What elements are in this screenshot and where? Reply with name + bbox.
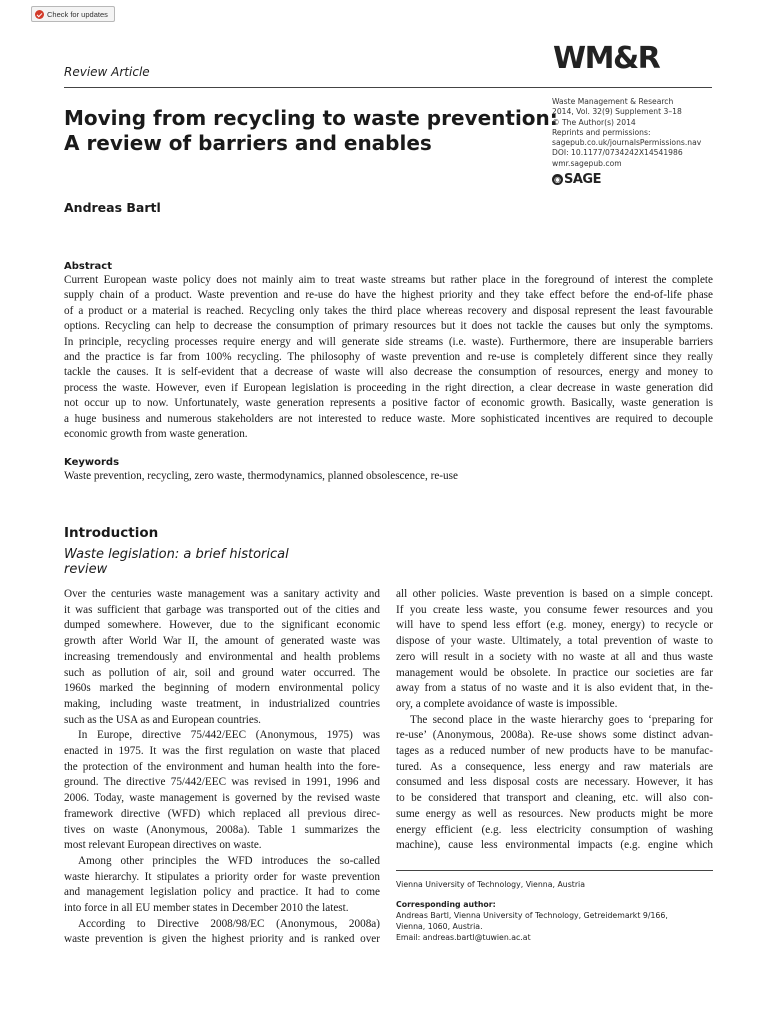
abstract-line: In principle, recycling processes require energy and will generate side streams (i.e. waste). Furthermore, there are insuperable barriers (64, 335, 713, 348)
body-line: and management legislation policy and practice. It had to come (64, 886, 380, 899)
abstract-line: a huge business and numerous stakeholders are not interested to reduce waste. More sophisticated incentives are required to decouple (64, 412, 713, 425)
abstract-line: not occur up to now. Unfortunately, waste generation represents a positive factor of economic growth. Basically, waste generation is (64, 397, 713, 410)
sage-mark-icon: ◉ (552, 174, 563, 185)
body-line: such as the USA as and European countries. (64, 713, 261, 726)
body-line: away from a status of no waste and it is also evident that, in the- (396, 682, 713, 695)
check-for-updates-label: Check for updates (47, 9, 108, 19)
meta-journal-name: Waste Management & Research (552, 97, 674, 106)
subsection-heading-line: review (64, 562, 108, 577)
body-line: ory, a complete avoidance of waste is impossible. (396, 697, 618, 710)
body-line: 1960s marked the beginning of modern environmental policy (64, 682, 380, 695)
abstract-line: economic growth from waste generation. (64, 428, 248, 441)
body-line: such as pollution of air, soil and ground water occurred. The (64, 666, 380, 679)
meta-website-link[interactable]: wmr.sagepub.com (552, 158, 622, 168)
check-for-updates-button[interactable] (31, 6, 115, 22)
title-line: A review of barriers and enables (64, 131, 432, 155)
body-line: dumped somewhere. However, due to the significant economic (64, 619, 380, 632)
author-affiliation: Vienna University of Technology, Vienna, Austria (396, 880, 585, 889)
abstract-body (64, 273, 713, 442)
body-line: tives on waste (Anonymous, 2008a). Table 1 summarizes the (64, 823, 380, 836)
subsection-heading (64, 547, 289, 577)
footnote (396, 879, 716, 943)
body-line: consumed and less disposal costs are necessary. However, it has (396, 776, 713, 789)
corresponding-author-email[interactable]: Email: andreas.bartl@tuwien.ac.at (396, 933, 531, 942)
body-line: If you create less waste, you consume fewer resources and you (396, 603, 713, 616)
article-title (64, 106, 558, 156)
abstract-heading: Abstract (64, 261, 113, 272)
journal-meta (552, 97, 722, 169)
body-line: all other policies. Waste prevention is based on a simple concept. (396, 588, 713, 600)
body-line: 2006. Today, waste management is governed by the revised waste (64, 792, 380, 805)
body-line: to be considered that transport and cleaning, etc. will also con- (396, 792, 713, 805)
abstract-line: process the waste. However, even if European legislation is proceeding in the right direction, a clear decrease in waste generation did (64, 381, 713, 394)
body-line: framework directive (WFD) which replaced all previous direc- (64, 807, 380, 820)
meta-copyright: © The Author(s) 2014 (552, 117, 636, 127)
abstract-line: of a product or a material is reached. Recycling only takes the third place whereas recovery and disposal represent the least favourable (64, 304, 713, 317)
abstract-line: options. Recycling can help to decrease the consumption of primary resources but it does not tackle the causes but only the symptoms. (64, 320, 713, 333)
body-line: into force in all EU member states in December 2010 the latest. (64, 902, 349, 915)
body-line: will have to spend less effort (e.g. money, energy) to recycle or (396, 619, 713, 632)
check-updates-icon (35, 10, 44, 19)
corresponding-author-line: Vienna, 1060, Austria. (396, 922, 483, 931)
body-line: tages as a reduced number of new products have to be manufac- (396, 745, 713, 758)
header-divider (64, 87, 712, 88)
journal-logo: WM&R (553, 41, 660, 76)
body-line: sume energy as well as resources. New products might be more (396, 807, 713, 820)
body-column-left (64, 587, 380, 948)
keywords-list: Waste prevention, recycling, zero waste, thermodynamics, planned obsolescence, re-use (64, 470, 458, 482)
article-type: Review Article (64, 65, 150, 79)
author-name: Andreas Bartl (64, 200, 161, 215)
body-line: According to Directive 2008/98/EC (Anonymous, 2008a) (78, 917, 380, 930)
body-line: increasing tremendously and environmental and health problems (64, 650, 380, 663)
body-line: In Europe, directive 75/442/EEC (Anonymous, 1975) was (78, 729, 380, 742)
abstract-line: tackle the causes. It is self-evident that a decrease of waste will also decrease the consumption of resources, energy and money to (64, 366, 713, 379)
publisher-name: SAGE (564, 172, 601, 187)
abstract-line: Current European waste policy does not mainly aim to treat waste streams but rather place in the foreground of interest the complete (64, 274, 713, 286)
body-line: waste hierarchy. It stipulates a priority order for waste prevention (64, 870, 380, 883)
meta-volume: 2014, Vol. 32(9) Supplement 3–18 (552, 107, 682, 117)
body-line: zero will result in a society with no waste at all and thus waste (396, 650, 713, 663)
body-line: it was sufficient that garbage was transported out of the cities and (64, 603, 380, 616)
body-line: most relevant European directives on waste. (64, 839, 262, 852)
abstract-line: and the practice is far from 100% recycling. The philosophy of waste prevention and re-use is completely different since they really (64, 351, 713, 364)
keywords-heading: Keywords (64, 457, 120, 468)
body-line: re-use’ (Anonymous, 2008a). Re-use shows some distinct advan- (396, 729, 713, 742)
abstract-line: supply chain of a product. Waste prevention and re-use do have the highest priority and they take effect before the end-of-life phase (64, 289, 713, 302)
introduction-heading: Introduction (64, 525, 159, 541)
meta-doi[interactable]: DOI: 10.1177/0734242X14541986 (552, 148, 683, 158)
body-line: Over the centuries waste management was a sanitary activity and (64, 588, 380, 600)
meta-permissions-link[interactable]: sagepub.co.uk/journalsPermissions.nav (552, 138, 702, 148)
body-line: dispose of your waste. Ultimately, a total prevention of waste to (396, 635, 713, 648)
body-line: ground. The directive 75/442/EEC was revised in 1991, 1996 and (64, 776, 380, 789)
corresponding-author-line: Andreas Bartl, Vienna University of Technology, Getreidemarkt 9/166, (396, 911, 668, 920)
body-line: waste prevention is given the highest priority and is ranked over (64, 933, 380, 946)
body-line: machine), cause less environmental impacts (e.g. engine which (396, 839, 713, 852)
subsection-heading-line: Waste legislation: a brief historical (64, 547, 289, 562)
meta-reprints: Reprints and permissions: (552, 127, 651, 137)
corresponding-author-label: Corresponding author: (396, 900, 496, 909)
body-line: The second place in the waste hierarchy goes to ‘preparing for (410, 713, 713, 726)
body-line: growth after World War II, the amount of generated waste was (64, 635, 380, 648)
body-line: management would be obsolete. In practice our societies are far (396, 666, 713, 679)
body-column-right (396, 587, 713, 854)
title-line: Moving from recycling to waste prevention: (64, 106, 558, 130)
body-line: the protection of the environment and human health into the fore- (64, 760, 380, 773)
body-line: making, including waste treatment, in industrialized countries (64, 697, 380, 710)
publisher-logo (552, 172, 601, 187)
body-line: energy efficient (e.g. less electricity consumption of washing (396, 823, 713, 836)
body-line: Among other principles the WFD introduces the so-called (78, 854, 380, 867)
body-line: tured. As a consequence, less energy and raw materials are (396, 760, 713, 773)
body-line: enacted in 1975. It was the first regulation on waste that placed (64, 745, 380, 758)
footnote-divider (396, 870, 713, 871)
